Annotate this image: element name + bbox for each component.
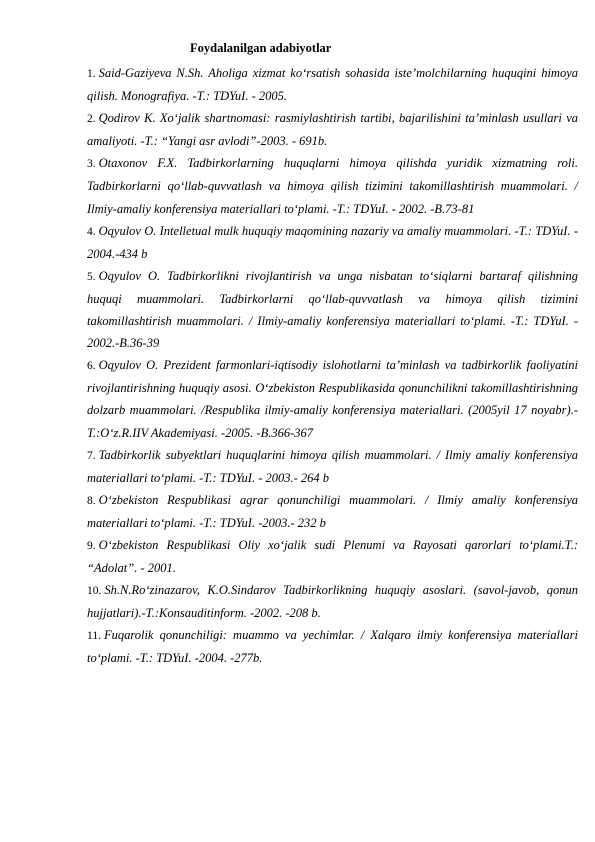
- reference-list: [87, 62, 578, 670]
- reference-item: [87, 579, 578, 624]
- reference-item: [87, 220, 578, 265]
- reference-item: [87, 444, 578, 489]
- reference-text: Sh.N.Ro‘zinazarov, K.O.Sindarov Tadbirkorlikning huquqiy asoslari. (savol-javob, qonun hujjatlari).-T.:Konsauditinform. -2002. -208 b.: [87, 583, 578, 621]
- reference-text: Said-Gaziyeva N.Sh. Aholiga xizmat ko‘rsatish sohasida iste’molchilarning huquqini himoya qilish. Monografiya. -T.: TDYuI. - 2005.: [87, 66, 578, 104]
- reference-number: 4.: [87, 225, 96, 238]
- reference-text: Tadbirkorlik subyektlari huquqlarini himoya qilish muammolari. / Ilmiy amaliy konferensiya materiallari to‘plami. -T.: TDYuI. - 2003.- 264 b: [87, 447, 578, 485]
- reference-item: [87, 489, 578, 534]
- reference-number: 10.: [87, 585, 102, 598]
- reference-item: [87, 152, 578, 219]
- reference-number: 11.: [87, 630, 101, 643]
- reference-item: [87, 354, 578, 443]
- reference-item: [87, 107, 578, 152]
- reference-item: [87, 265, 578, 354]
- reference-number: 3.: [87, 158, 96, 171]
- reference-text: Fuqarolik qonunchiligi: muammo va yechimlar. / Xalqaro ilmiy konferensiya materiallari to‘plami. -T.: TDYuI. -2004. -277b.: [87, 628, 578, 666]
- reference-number: 7.: [87, 449, 96, 462]
- reference-text: Oqyulov O. Prezident farmonlari-iqtisodiy islohotlarni ta’minlash va tadbirkorlik faoliyatini rivojlantirishning huquqiy asosi. O‘zbekiston Respublikasida qonunchilikni takomillashtirishning dolzarb muammolari. /Respublika ilmiy-amaliy konferensiya materiallari. (2005yil 17 noyabr).- T.:O‘z.R.IIV Akademiyasi. -2005. -B.366-367: [87, 358, 578, 440]
- reference-number: 5.: [87, 270, 96, 283]
- reference-text: O‘zbekiston Respublikasi Oliy xo‘jalik sudi Plenumi va Rayosati qarorlari to‘plami.T.: “Adolat”. - 2001.: [87, 537, 578, 576]
- reference-text: O‘zbekiston Respublikasi agrar qonunchiligi muammolari. / Ilmiy amaliy konferensiya materiallari to‘plami. -T.: TDYuI. -2003.- 232 b: [87, 492, 578, 530]
- reference-text: Oqyulov O. Intelletual mulk huquqiy maqomining nazariy va amaliy muammolari. -T.: TDYuI. - 2004.-434 b: [87, 223, 578, 261]
- reference-item: [87, 624, 578, 669]
- reference-text: Qodirov K. Xo‘jalik shartnomasi: rasmiylashtirish tartibi, bajarilishini ta’minlash usullari va amaliyoti. -T.: “Yangi asr avlodi”-2003. - 691b.: [87, 111, 578, 149]
- reference-item: [87, 62, 578, 107]
- reference-number: 1.: [87, 68, 96, 80]
- reference-item: [87, 534, 578, 579]
- reference-number: 8.: [87, 494, 96, 507]
- document-page: [87, 40, 578, 670]
- reference-number: 2.: [87, 113, 96, 126]
- reference-text: Otaxonov F.X. Tadbirkorlarning huquqlarni himoya qilishda yuridik xizmatning roli. Tadbirkorlarni qo‘llab-quvvatlash va himoya qilish tizimini takomillashtirish muammolari. / Ilmiy-amaliy konferensiya materiallari to‘plami. -T.: TDYuI. - 2002. -B.73-81: [87, 156, 578, 216]
- reference-number: 6.: [87, 360, 96, 373]
- reference-text: Oqyulov O. Tadbirkorlikni rivojlantirish va unga nisbatan to‘siqlarni bartaraf qilishning huquqi muammolari. Tadbirkorlarni qo‘llab-quvvatlash va himoya qilish tizimini takomillashtirish muammolari. / Ilmiy-amaliy konferensiya materiallari to‘plami. -T.: TDYuI. - 2002.-B.36-39: [87, 268, 578, 351]
- reference-number: 9.: [87, 539, 96, 552]
- page-title: Foydalanilgan adabiyotlar: [190, 41, 332, 55]
